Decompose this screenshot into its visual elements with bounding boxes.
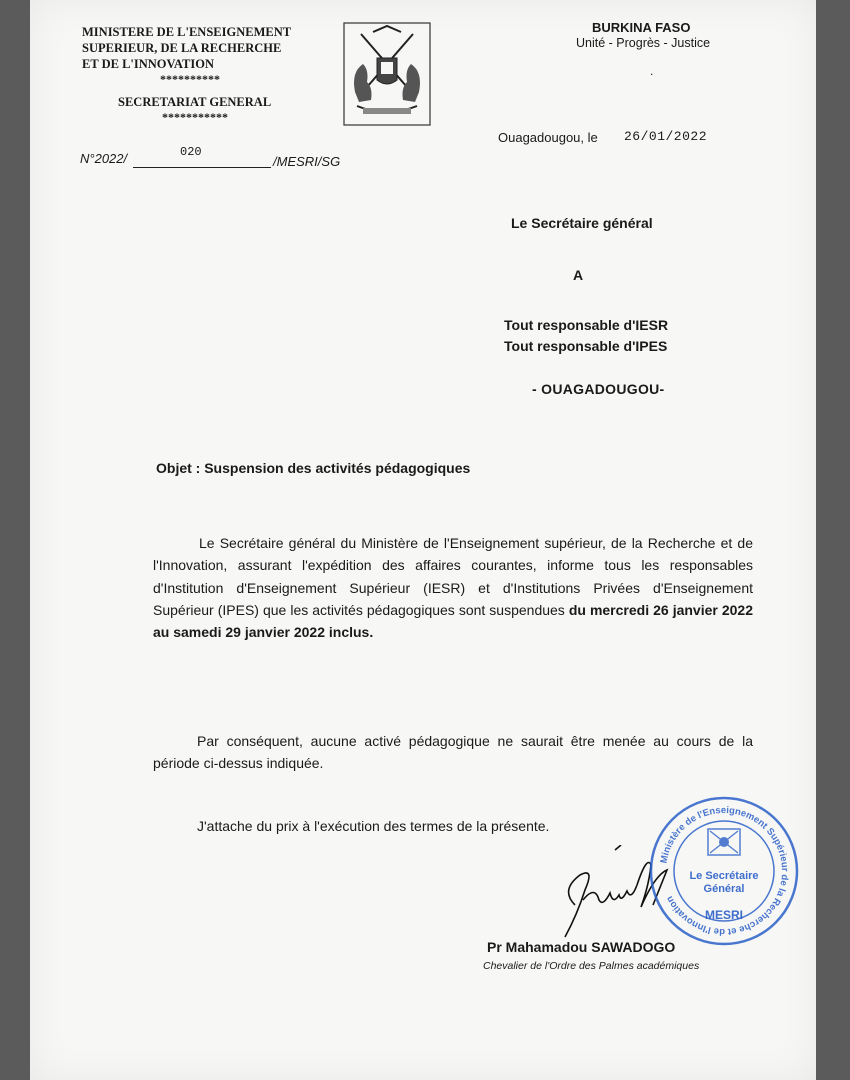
closing-sentence: J'attache du prix à l'exécution des termes de la présente. [197,818,550,834]
ministry-line: ET DE L'INNOVATION [82,57,214,71]
stamp-bottom-text: MESRI [704,908,744,922]
signatory-name: Pr Mahamadou SAWADOGO [487,939,676,955]
body-paragraph-1 [153,532,753,643]
recipient-city: - OUAGADOUGOU- [532,381,665,397]
stamp-ring-text: Ministère de l'Enseignement Supérieur de la Recherche et de l'Innovation [658,804,791,938]
ministry-line: SUPERIEUR, DE LA RECHERCHE [82,41,282,55]
addressee-connector: A [573,267,584,283]
reference-underline [133,167,271,168]
national-motto: Unité - Progrès - Justice [576,36,711,50]
separator-stars: ********** [160,72,220,86]
separator-stars: *********** [162,110,228,124]
signatory-title: Chevalier de l'Ordre des Palmes académiques [483,960,700,972]
coat-of-arms-icon [343,22,431,126]
date-value: 26/01/2022 [624,129,708,144]
subject-line: Objet : Suspension des activités pédagogiques [156,460,471,476]
date-label: Ouagadougou, le [498,130,598,145]
secretariat-label: SECRETARIAT GENERAL [118,95,272,109]
reference-suffix: /MESRI/SG [273,154,341,169]
reference-number: 020 [180,145,202,159]
reference-prefix: N°2022/ [80,151,128,166]
official-stamp [648,795,800,947]
recipient: Tout responsable d'IESR [504,317,669,333]
ministry-header [82,24,332,72]
motto-dot: . [650,64,654,78]
ministry-line: MINISTERE DE L'ENSEIGNEMENT [82,25,292,39]
body-text: Le Secrétaire général du Ministère de l'Enseignement supérieur, de la Recherche et de l'Innovation, assurant l'expédition des affaires courantes, informe tous les responsables d'Institution d'Enseignement Supérieur (IESR) et d'Institutions Privées d'Enseignement Supérieur (IPES) que les activités pédagogiques sont suspendues [153,535,753,618]
sender: Le Secrétaire général [511,215,653,231]
country-name: BURKINA FASO [592,20,691,35]
stamp-center-line: Général [703,883,745,895]
suspension-period: du mercredi 26 janvier 2022 au samedi 29 janvier 2022 inclus. [153,601,753,641]
body-paragraph-2 [153,730,753,775]
recipient: Tout responsable d'IPES [504,338,668,354]
stamp-center-line: Le Secrétaire [689,870,759,882]
body-text: Par conséquent, aucune activé pédagogique ne saurait être menée au cours de la période ci-dessus indiquée. [153,733,753,772]
